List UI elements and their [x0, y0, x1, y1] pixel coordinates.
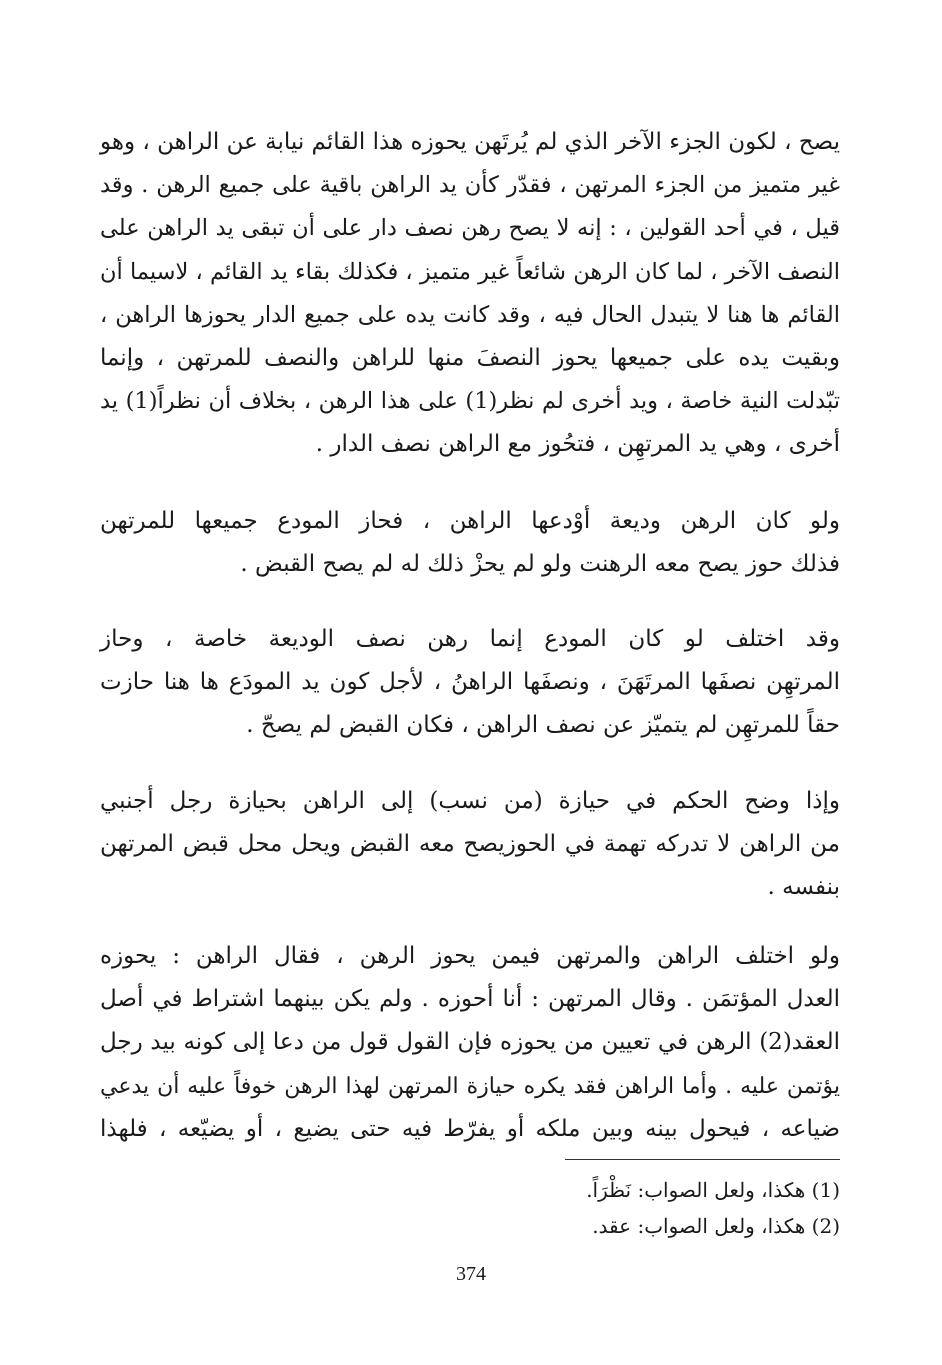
text-line: القائم ها هنا لا يتبدل الحال فيه ، وقد كانت يده على جميع الدار يحوزها الراهن ،: [100, 301, 840, 328]
text-line: تبّدلت النية خاصة ، ويد أخرى لم نظر(1) على هذا الرهن ، بخلاف أن نظراً(1) يد: [100, 388, 840, 415]
text-line: النصف الآخر ، لما كان الرهن شائعاً غير متميز ، فكذلك بقاء يد القائم ، لاسيما أن: [100, 258, 840, 285]
text-line: وإذا وضح الحكم في حيازة (من نسب) إلى الراهن بحيازة رجل أجنبي: [100, 788, 840, 814]
text-line: فذلك حوز يصح معه الرهنت ولو لم يحزْ ذلك له لم يصح القبض .: [240, 551, 840, 578]
text-line: وبقيت يده على جميعها يحوز النصفَ منها للراهن والنصف للمرتهن ، وإنما: [100, 344, 840, 371]
paragraph-3: [100, 618, 840, 748]
text-line: ولو كان الرهن وديعة أوْدعها الراهن ، فحاز المودع جميعها للمرتهن: [100, 508, 840, 534]
paragraph-5: [100, 935, 840, 1151]
page-number: 374: [456, 1263, 486, 1285]
text-line: العقد(2) الرهن في تعيين من يحوزه فإن القول قول من دعا إلى كونه بيد رجل: [100, 1029, 840, 1056]
text-line: المرتهِن نصفَها المرتَهَنَ ، ونصفَها الراهنُ ، لأجل كون يد المودَع ها هنا حازت: [100, 669, 840, 696]
text-line: ضياعه ، فيحول بينه وبين ملكه أو يفرّط فيه حتى يضيع ، أو يضيّعه ، فلهذا: [100, 1115, 840, 1142]
footnotes: [400, 1172, 840, 1244]
paragraph-1: [100, 121, 840, 467]
text-line: يؤتمن عليه . وأما الراهن فقد يكره حيازة المرتهن لهذا الرهن خوفاً عليه أن يدعي: [100, 1073, 840, 1099]
text-line: وقد اختلف لو كان المودع إنما رهن نصف الوديعة خاصة ، وحاز: [100, 626, 840, 652]
footnote-separator: [565, 1159, 840, 1160]
text-line: العدل المؤتمَن . وقال المرتهن : أنا أحوزه . ولم يكن بينهما اشتراط في أصل: [100, 986, 840, 1013]
text-line: ولو اختلف الراهن والمرتهن فيمن يحوز الرهن ، فقال الراهن : يحوزه: [100, 943, 840, 969]
text-line: أخرى ، وهي يد المرتهِن ، فتحُوز مع الراهن نصف الدار .: [315, 431, 840, 458]
paragraph-4: [100, 780, 840, 910]
text-line: قيل ، في أحد القولين ، : إنه لا يصح رهن نصف دار على أن تبقى يد الراهن على: [100, 215, 840, 242]
text-line: غير متميز من الجزء المرتهن ، فقدّر كأن يد الراهن باقية على جميع الرهن . وقد: [100, 172, 840, 199]
footnote-1: (1) هكذا، ولعل الصواب: نَظْرَاً.: [586, 1178, 840, 1202]
text-line: يصح ، لكون الجزء الآخر الذي لم يُرتَهن يحوزه هذا القائم نيابة عن الراهن ، وهو: [100, 129, 840, 155]
text-line: بنفسه .: [767, 874, 840, 901]
text-line: حقاً للمرتهِن لم يتميّز عن نصف الراهن ، فكان القبض لم يصحّ .: [246, 712, 840, 739]
text-line: من الراهن لا تدركه تهمة في الحوزيصح معه القبض ويحل محل قبض المرتهن: [100, 831, 840, 858]
footnote-2: (2) هكذا، ولعل الصواب: عقد.: [592, 1214, 840, 1238]
paragraph-2: [100, 500, 840, 586]
